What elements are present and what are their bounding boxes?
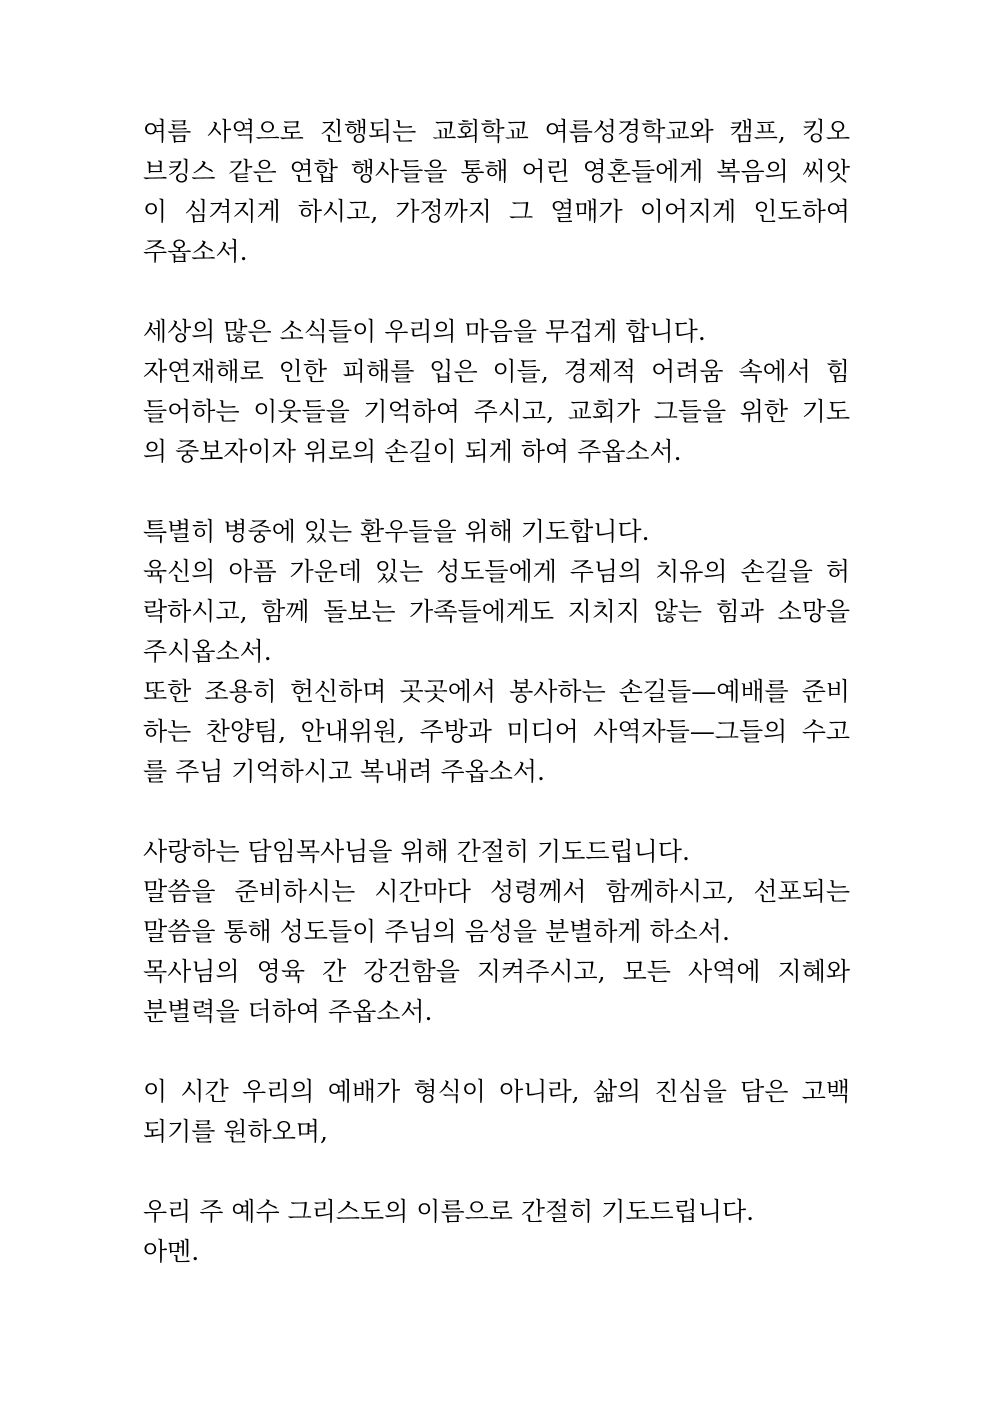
- text-line: 또한 조용히 헌신하며 곳곳에서 봉사하는 손길들—예배를 준비: [143, 677, 850, 706]
- text-line: 말씀을 통해 성도들이 주님의 음성을 분별하게 하소서.: [143, 917, 730, 946]
- paragraph-summer-ministry: [143, 112, 850, 272]
- text-line: 주시옵소서.: [143, 637, 272, 666]
- text-line: 우리 주 예수 그리스도의 이름으로 간절히 기도드립니다.: [143, 1197, 755, 1226]
- text-line: 육신의 아픔 가운데 있는 성도들에게 주님의 치유의 손길을 허: [143, 557, 850, 586]
- amen-line: 아멘.: [143, 1237, 200, 1266]
- text-line: 목사님의 영육 간 강건함을 지켜주시고, 모든 사역에 지혜와: [143, 957, 850, 986]
- text-line: 여름 사역으로 진행되는 교회학교 여름성경학교와 캠프, 킹오: [143, 117, 850, 146]
- text-line: 자연재해로 인한 피해를 입은 이들, 경제적 어려움 속에서 힘: [143, 357, 850, 386]
- text-line: 들어하는 이웃들을 기억하여 주시고, 교회가 그들을 위한 기도: [143, 397, 850, 426]
- text-line: 이 시간 우리의 예배가 형식이 아니라, 삶의 진심을 담은 고백: [143, 1077, 850, 1106]
- paragraph-world-news: [143, 312, 850, 472]
- text-line: 세상의 많은 소식들이 우리의 마음을 무겁게 합니다.: [143, 317, 706, 346]
- text-line: 분별력을 더하여 주옵소서.: [143, 997, 433, 1026]
- paragraph-worship: [143, 1072, 850, 1152]
- text-line: 하는 찬양팀, 안내위원, 주방과 미디어 사역자들—그들의 수고: [143, 717, 850, 746]
- text-line: 특별히 병중에 있는 환우들을 위해 기도합니다.: [143, 517, 650, 546]
- text-line: 락하시고, 함께 돌보는 가족들에게도 지치지 않는 힘과 소망을: [143, 597, 850, 626]
- text-line: 되기를 원하오며,: [143, 1117, 328, 1146]
- text-line: 주옵소서.: [143, 237, 248, 266]
- text-line: 말씀을 준비하시는 시간마다 성령께서 함께하시고, 선포되는: [143, 877, 850, 906]
- text-line: 사랑하는 담임목사님을 위해 간절히 기도드립니다.: [143, 837, 690, 866]
- document-page: [143, 112, 850, 1312]
- paragraph-closing: [143, 1192, 850, 1272]
- text-line: 브킹스 같은 연합 행사들을 통해 어린 영혼들에게 복음의 씨앗: [143, 157, 850, 186]
- paragraph-patients-and-volunteers: [143, 512, 850, 792]
- paragraph-senior-pastor: [143, 832, 850, 1032]
- text-line: 이 심겨지게 하시고, 가정까지 그 열매가 이어지게 인도하여: [143, 197, 850, 226]
- text-line: 를 주님 기억하시고 복내려 주옵소서.: [143, 757, 545, 786]
- text-line: 의 중보자이자 위로의 손길이 되게 하여 주옵소서.: [143, 437, 682, 466]
